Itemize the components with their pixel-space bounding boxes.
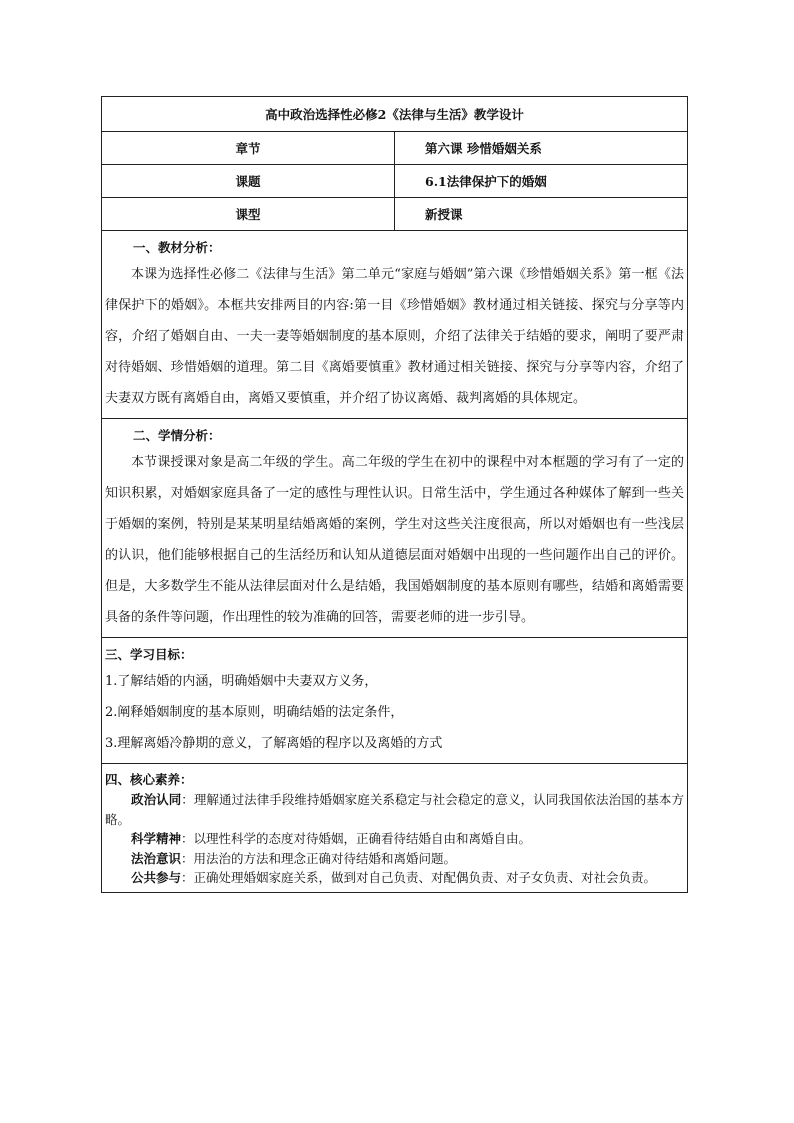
competency-text: 正确处理婚姻家庭关系，做到对自己负责、对配偶负责、对子女负责、对社会负责。 [193, 870, 657, 885]
objective-item: 2.阐释婚姻制度的基本原则，明确结婚的法定条件， [105, 705, 404, 720]
competency-item: 政治认同：理解通过法律手段维持婚姻家庭关系稳定与社会稳定的意义，认同我国依法治国的基本方略。 [105, 792, 684, 827]
section-heading: 一、教材分析： [133, 240, 221, 255]
section-body: 本课为选择性必修二《法律与生活》第二单元“家庭与婚姻”第六课《珍惜婚姻关系》第一框《法律保护下的婚姻》。本框共安排两目的内容:第一目《珍惜婚姻》教材通过相关链接、探究与分享等内容，介绍了婚姻自由、一夫一妻等婚姻制度的基本原则，介绍了法律关于结婚的要求，阐明了要严肃对待婚姻、珍惜婚姻的道理。第二目《离婚要慎重》教材通过相关链接、探究与分享等内容，介绍了夫妻双方既有离婚自由，离婚又要慎重，并介绍了协议离婚、裁判离婚的具体规定。 [105, 267, 684, 406]
meta-value-chapter: 第六课 珍惜婚姻关系 [395, 132, 688, 165]
meta-value-topic: 6.1法律保护下的婚姻 [395, 165, 688, 198]
section-body: 本节课授课对象是高二年级的学生。高二年级的学生在初中的课程中对本框题的学习有了一定的知识积累，对婚姻家庭具备了一定的感性与理性认识。日常生活中，学生通过各种媒体了解到一些关于婚姻的案例，特别是某某明星结婚离婚的案例，学生对这些关注度很高，所以对婚姻也有一些浅层的认识，他们能够根据自己的生活经历和认知从道德层面对婚姻中出现的一些问题作出自己的评价。但是，大多数学生不能从法律层面对什么是结婚，我国婚姻制度的基本原则有哪些，结婚和离婚需要具备的条件等问题，作出理性的较为准确的回答，需要老师的进一步引导。 [105, 455, 684, 625]
meta-label-chapter: 章节 [102, 132, 395, 165]
section-heading: 三、学习目标： [105, 647, 193, 662]
section-heading: 四、核心素养： [105, 772, 193, 787]
competency-term: 政治认同 [131, 792, 182, 807]
meta-label-lesson-type: 课型 [102, 198, 395, 231]
competency-term: 法治意识 [131, 850, 182, 866]
section-learning-objectives [102, 638, 688, 764]
competency-text: 以理性科学的态度对待婚姻，正确看待结婚自由和离婚自由。 [193, 831, 532, 846]
document-title: 高中政治选择性必修2《法律与生活》教学设计 [102, 97, 688, 132]
objective-item: 1.了解结婚的内涵，明确婚姻中夫妻双方义务， [105, 674, 378, 689]
meta-value-lesson-type: 新授课 [395, 198, 688, 231]
section-student-analysis [102, 419, 688, 638]
objective-item: 3.理解离婚冷静期的意义，了解离婚的程序以及离婚的方式 [105, 736, 443, 751]
competency-term: 公共参与 [131, 870, 182, 885]
competency-item: 法治意识：用法治的方法和理念正确对待结婚和离婚问题。 [131, 850, 457, 866]
meta-label-topic: 课题 [102, 165, 395, 198]
section-core-competencies [102, 764, 688, 893]
section-heading: 二、学情分析： [133, 428, 221, 443]
competency-item: 公共参与：正确处理婚姻家庭关系，做到对自己负责、对配偶负责、对子女负责、对社会负责。 [131, 870, 657, 885]
competency-text: 理解通过法律手段维持婚姻家庭关系稳定与社会稳定的意义，认同我国依法治国的基本方略。 [105, 792, 684, 827]
competency-text: 用法治的方法和理念正确对待结婚和离婚问题。 [193, 850, 457, 866]
competency-term: 科学精神 [131, 831, 182, 846]
section-textbook-analysis [102, 231, 688, 419]
lesson-plan-table [101, 96, 688, 893]
competency-item: 科学精神：以理性科学的态度对待婚姻，正确看待结婚自由和离婚自由。 [131, 831, 532, 846]
